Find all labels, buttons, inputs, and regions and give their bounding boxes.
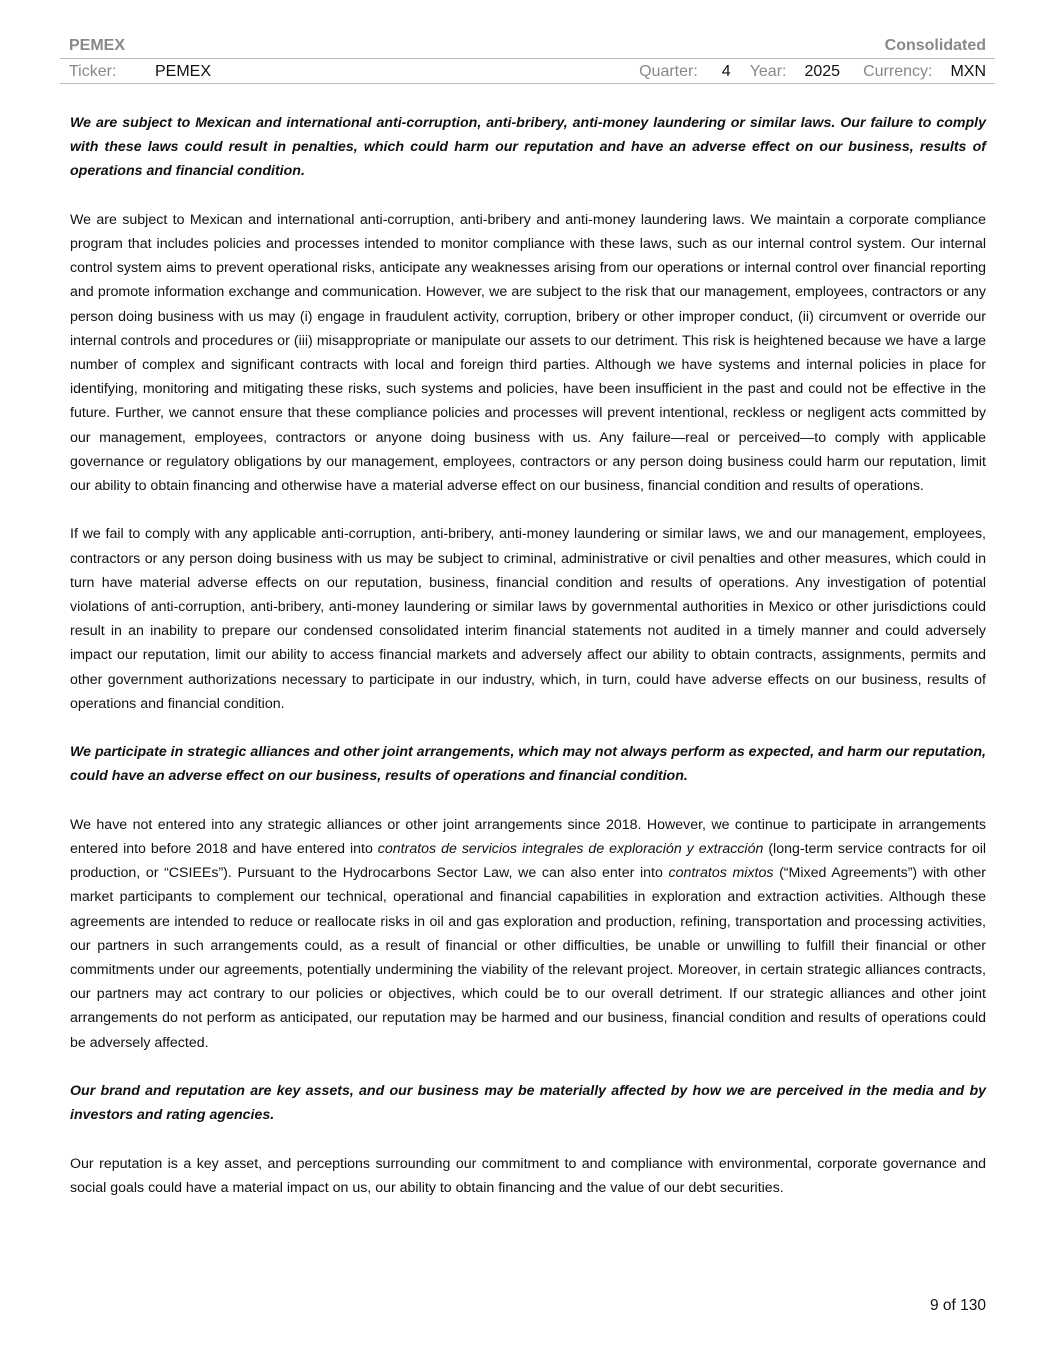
quarter-label: Quarter: [639,62,698,80]
ticker-label: Ticker: [69,62,117,80]
text-run: We have not entered into any strategic alliances or other joint arrangements since 2018. However, we continue to participate in arrangements entered into before 2018 and have entered into [70,816,986,858]
quarter-value: 4 [721,62,731,80]
year-value: 2025 [804,62,841,80]
page-number: 9 of 130 [929,1297,986,1314]
italic-term: contratos de servicios integrales de exploración y extracción [377,841,764,858]
document-body [70,111,986,1224]
report-type: Consolidated [884,37,986,54]
ticker-value: PEMEX [155,62,212,80]
paragraph: If we fail to comply with any applicable anti-corruption, anti-bribery, anti-money laundering or similar laws, we and our management, employees, contractors or any person doing business with us may be subject to criminal, administrative or civil penalties and other measures, which could in turn have material adverse effects on our reputation, business, financial condition and results of operations. Any investigation of potential violations of anti-corruption, anti-bribery, anti-money laundering or similar laws by governmental authorities in Mexico or other jurisdictions could result in an inability to prepare our condensed consolidated interim financial statements not audited in a timely manner and could adversely impact our reputation, limit our ability to access financial markets and adversely affect our ability to obtain contracts, assignments, permits and other government authorizations necessary to participate in our industry, which, in turn, could have adverse effects on our business, results of operations and financial condition. [70,526,986,712]
section-heading: We participate in strategic alliances and other joint arrangements, which may not always perform as expected, and harm our reputation, could have an adverse effect on our business, results of operations and financial condition. [70,744,986,785]
italic-term: contratos mixtos [668,865,774,882]
company-name: PEMEX [69,37,126,54]
report-meta [60,60,995,84]
report-header [60,37,995,59]
text-run: (long-term service contracts for oil production, or “CSIEEs”). Pursuant to the Hydrocarbons Sector Law, we can also enter into [70,841,987,882]
year-label: Year: [749,62,787,80]
paragraph: We are subject to Mexican and international anti-corruption, anti-bribery and anti-money laundering laws. We maintain a corporate compliance program that includes policies and processes intended to monitor compliance with these laws, such as our internal control system. Our internal control system aims to prevent operational risks, anticipate any weaknesses arising from our operations or internal control over financial reporting and promote information exchange and communication. However, we are subject to the risk that our management, employees, contractors or any person doing business with us may (i) engage in fraudulent activity, corruption, bribery or other improper conduct, (ii) circumvent or override our internal controls and procedures or (iii) misappropriate or manipulate our assets to our detriment. This risk is heightened because we have a large number of complex and significant contracts with local and foreign third parties. Although we have systems and internal policies in place for identifying, monitoring and mitigating these risks, such systems and policies, have been insufficient in the past and could not be effective in the future. Further, we cannot ensure that these compliance policies and processes will prevent intentional, reckless or negligent acts committed by our management, employees, contractors or anyone doing business with us. Any failure—real or perceived—to comply with applicable governance or regulatory obligations by our management, employees, contractors or any person doing business could harm our reputation, limit our ability to obtain financing and otherwise have a material adverse effect on our business, financial condition and results of operations. [70,211,986,495]
currency-value: MXN [950,62,986,80]
currency-label: Currency: [863,62,933,80]
text-run: (“Mixed Agreements”) with other market participants to complement our technical, operational and financial capabilities in exploration and extraction activities. Although these agreements are intended to reduce or reallocate risks in oil and gas exploration and production, refining, transportation and processing activities, our partners in such arrangements could, as a result of financial or other difficulties, be unable or unwilling to fulfill their financial or other commitments under our agreements, potentially undermining the viability of the relevant project. Moreover, in certain strategic alliances contracts, our partners may act contrary to our policies or objectives, which could be to our overall detriment. If our strategic alliances and other joint arrangements do not perform as anticipated, our reputation may be harmed and our business, financial condition and results of operations could be adversely affected. [70,865,986,1051]
paragraph [70,813,986,1055]
paragraph: Our reputation is a key asset, and perceptions surrounding our commitment to and compliance with environmental, corporate governance and social goals could have a material impact on us, our ability to obtain financing and the value of our debt securities. [70,1155,986,1196]
section-heading: Our brand and reputation are key assets, and our business may be materially affected by how we are perceived in the media and by investors and rating agencies. [70,1083,986,1124]
section-heading: We are subject to Mexican and international anti-corruption, anti-bribery, anti-money laundering or similar laws. Our failure to comply with these laws could result in penalties, which could harm our reputation and have an adverse effect on our business, results of operations and financial condition. [70,115,986,180]
